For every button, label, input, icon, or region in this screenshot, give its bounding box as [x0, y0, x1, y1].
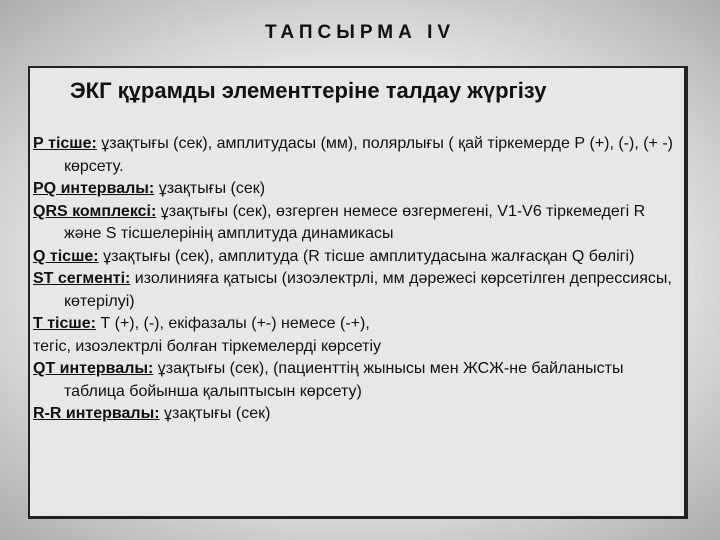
subheading: ЭКГ құрамды элементтеріне талдау жүргізу: [70, 78, 547, 103]
item-list: [33, 133, 683, 426]
list-item-t-wave-continued: [33, 336, 683, 359]
list-item-qt-interval: [33, 358, 683, 403]
list-item-q-wave: [33, 246, 683, 269]
list-item-p-wave: [33, 133, 683, 178]
item-text: ұзақтығы (сек), амплитудасы (мм), полярлығы ( қай тіркемерде Р (+), (-), (+ -) көрсету.: [64, 135, 673, 175]
list-item-qrs-complex: [33, 201, 683, 246]
slide-title: ТАПСЫРМА IV: [264, 22, 456, 43]
item-term: QRS комплексі:: [33, 202, 157, 220]
item-term: Р тісше:: [33, 135, 97, 152]
item-text: изолинияға қатысы (изоэлектрлі, мм дәрежесі көрсетілген депрессиясы, көтерілуі): [64, 270, 672, 310]
item-text: ұзақтығы (сек), амплитуда (R тісше амплитудасына жалғасқан Q бөлігі): [98, 247, 635, 265]
item-text: ұзақтығы (сек): [154, 180, 266, 197]
content-box: [28, 66, 688, 519]
item-term: R-R интервалы:: [33, 405, 160, 422]
item-text: ұзақтығы (сек), өзгерген немесе өзгермегені, V1-V6 тіркемедегі R және S тісшелерінің амплитуда динамикасы: [64, 202, 646, 242]
item-term: QT интервалы:: [33, 360, 154, 377]
list-item-t-wave: [33, 313, 683, 336]
item-term: ST сегменті:: [33, 270, 131, 287]
item-term: Q тісше:: [33, 247, 99, 265]
item-text: ұзақтығы (сек), (пациенттің жынысы мен ЖСЖ-не байланысты таблица бойынша қалыптысын көрсету): [64, 360, 624, 400]
item-text: Т (+), (-), екіфазалы (+-) немесе (-+),: [95, 315, 370, 332]
list-item-pq-interval: [33, 178, 683, 201]
list-item-rr-interval: [33, 403, 683, 426]
list-item-st-segment: [33, 268, 683, 313]
item-term: T тісше:: [33, 315, 96, 332]
item-text: ұзақтығы (сек): [159, 405, 271, 422]
item-term: PQ интервалы:: [33, 180, 155, 197]
item-text: тегіс, изоэлектрлі болған тіркемелерді көрсетіу: [33, 337, 381, 355]
